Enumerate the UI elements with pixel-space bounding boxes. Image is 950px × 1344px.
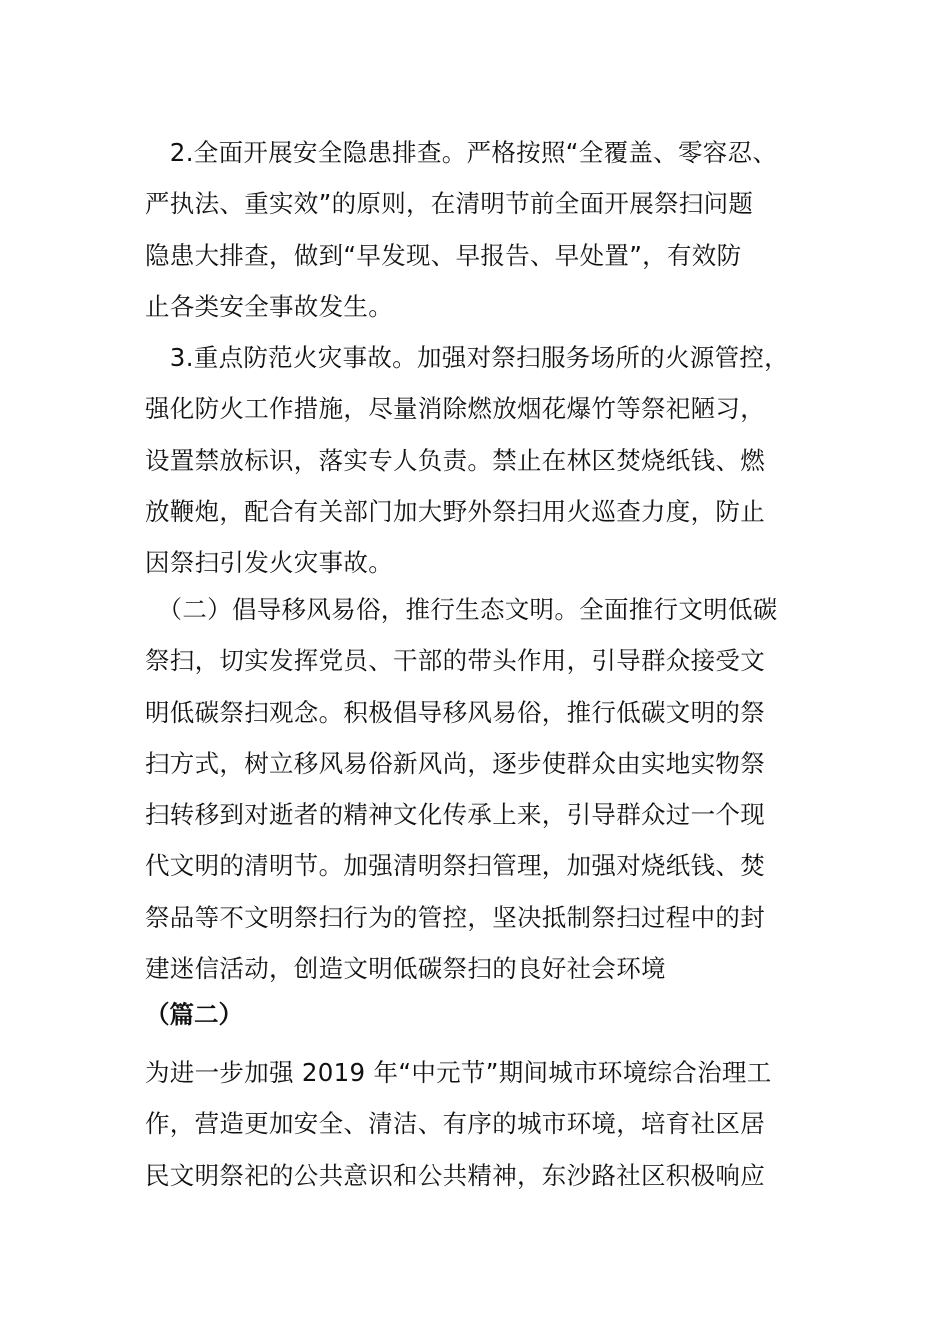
paragraph-safety-inspection xyxy=(145,127,810,332)
text-line: 止各类安全事故发生。 xyxy=(145,291,393,321)
text-line: 作，营造更加安全、清洁、有序的城市环境，培育社区居 xyxy=(145,1109,765,1139)
text-line: 设置禁放标识，落实专人负责。禁止在林区焚烧纸钱、燃 xyxy=(145,445,765,475)
text-line: 祭品等不文明祭扫行为的管控，坚决抵制祭扫过程中的封 xyxy=(145,902,765,932)
text-line: 明低碳祭扫观念。积极倡导移风易俗，推行低碳文明的祭 xyxy=(145,697,765,727)
text-line: 隐患大排查，做到“早发现、早报告、早处置”，有效防 xyxy=(145,240,742,270)
text-line: 2.全面开展安全隐患排查。严格按照“全覆盖、零容忍、 xyxy=(145,138,778,167)
text-line: （二）倡导移风易俗，推行生态文明。全面推行文明低碳 xyxy=(145,595,778,624)
text-line: 代文明的清明节。加强清明祭扫管理，加强对烧纸钱、焚 xyxy=(145,851,765,881)
text-line: 扫方式，树立移风易俗新风尚，逐步使群众由实地实物祭 xyxy=(145,748,765,778)
text-line: 强化防火工作措施，尽量消除燃放烟花爆竹等祭祀陋习， xyxy=(145,394,765,424)
paragraph-intro xyxy=(145,1047,810,1201)
text-line: 放鞭炮，配合有关部门加大野外祭扫用火巡查力度，防止 xyxy=(145,496,765,526)
text-line: 严执法、重实效”的原则，在清明节前全面开展祭扫问题 xyxy=(145,189,754,219)
text-line: 建迷信活动，创造文明低碳祭扫的良好社会环境 xyxy=(145,954,666,984)
text-line: 因祭扫引发火灾事故。 xyxy=(145,548,393,578)
paragraph-civilized-customs xyxy=(145,584,810,994)
paragraph-fire-prevention xyxy=(145,332,810,588)
section-heading: （篇二） xyxy=(145,1000,243,1029)
text-line: 民文明祭祀的公共意识和公共精神，东沙路社区积极响应 xyxy=(145,1160,765,1190)
text-line: 3.重点防范火灾事故。加强对祭扫服务场所的火源管控， xyxy=(145,343,789,372)
text-line: 扫转移到对逝者的精神文化传承上来，引导群众过一个现 xyxy=(145,800,765,830)
text-line: 为进一步加强 2019 年“中元节”期间城市环境综合治理工 xyxy=(145,1058,772,1087)
text-line: 祭扫，切实发挥党员、干部的带头作用，引导群众接受文 xyxy=(145,646,765,676)
